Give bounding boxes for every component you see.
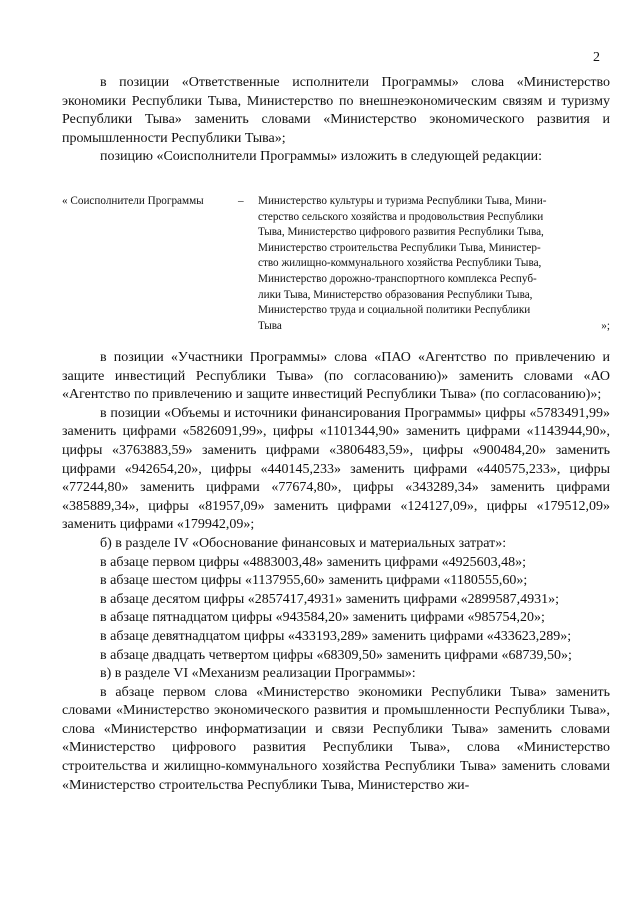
paragraph-section-vi-first: в абзаце первом слова «Министерство экономики Республики Тыва» заменить словами «Министерство экономического развития и промышленности Республики Тыва», слова «Министерство информатизации и связи Республики Тыва» заменить словами «Министерство цифрового развития Республики Тыва», слова «Министерство строительства и жилищно-коммунального хозяйства Республики Тыва» заменить словами «Министерство строительства Республики Тыва, Министерство жи-: [62, 684, 610, 793]
paragraph-item: в абзаце пятнадцатом цифры «943584,20» заменить цифрами «985754,20»;: [100, 610, 545, 626]
paragraph-responsible-executors: в позиции «Ответственные исполнители Программы» слова «Министерство экономики Республики Тыва, Министерство по внешнеэкономическим связям и туризму Республики Тыва» заменить словами «Министерство экономического развития и промышленности Республики Тыва»;: [62, 75, 610, 146]
paragraph-section-vi: в) в разделе VI «Механизм реализации Программы»:: [100, 666, 416, 682]
paragraph-participants: в позиции «Участники Программы» слова «ПАО «Агентство по привлечению и защите инвестиций Республики Тыва» (по согласованию)» заменить словами «АО «Агентство по привлечению и защите инвестиций Республики Тыва» (по согласованию)»;: [62, 350, 610, 403]
table-value-line: стерство сельского хозяйства и продовольствия Республики: [258, 210, 544, 223]
paragraph-financing: в позиции «Объемы и источники финансирования Программы» цифры «5783491,99» заменить цифрами «5826091,99», цифры «1101344,90» заменить цифрами «1143944,90», цифры «3763883,59» заменить цифрами «3806483,59», цифры «900484,20» заменить цифрами «942654,20», цифры «440145,233» заменить цифрами «440575,233», цифры «77244,80» заменить цифрами «77674,80», цифры «343289,34» заменить цифрами «385889,34», цифры «81957,09» заменить цифрами «124127,09», цифры «179512,09» заменить цифрами «179942,09»;: [62, 405, 610, 533]
paragraph-coexecutors-intro: позицию «Соисполнители Программы» изложить в следующей редакции:: [100, 149, 543, 165]
table-closing: [573, 194, 610, 334]
paragraph-item: в абзаце шестом цифры «1137955,60» заменить цифрами «1180555,60»;: [100, 573, 528, 589]
table-value-line: Тыва, Министерство цифрового развития Республики Тыва,: [258, 226, 544, 239]
paragraph-item: в абзаце девятнадцатом цифры «433193,289» заменить цифрами «433623,289»;: [100, 628, 572, 644]
table-dash: –: [238, 195, 244, 207]
paragraph-item: в абзаце десятом цифры «2857417,4931» заменить цифрами «2899587,4931»;: [100, 591, 560, 607]
table-label: « Соисполнители Программы: [62, 195, 204, 207]
coexecutors-table: [62, 194, 610, 334]
table-row: [62, 194, 610, 334]
table-value-line: Тыва: [258, 319, 282, 332]
paragraph-item: в абзаце первом цифры «4883003,48» заменить цифрами «4925603,48»;: [100, 554, 526, 570]
table-closing-quote: »;: [601, 319, 610, 332]
text-block-bottom: [62, 349, 610, 795]
table-value-line: Министерство строительства Республики Тыва, Министер-: [258, 241, 541, 254]
table-value-line: лики Тыва, Министерство образования Республики Тыва,: [258, 288, 533, 301]
page-number: 2: [593, 50, 600, 65]
table-value-line: Министерство труда и социальной политики Республики: [258, 304, 531, 317]
table-value-line: Министерство культуры и туризма Республики Тыва, Мини-: [258, 195, 547, 207]
paragraph-section-iv: б) в разделе IV «Обоснование финансовых и материальных затрат»:: [100, 535, 507, 551]
text-block-top: [62, 74, 610, 167]
table-value-line: Министерство дорожно-транспортного комплекса Респуб-: [258, 272, 537, 285]
table-value-line: ство жилищно-коммунального хозяйства Республики Тыва,: [258, 257, 542, 270]
paragraph-item: в абзаце двадцать четвертом цифры «68309,50» заменить цифрами «68739,50»;: [100, 647, 572, 663]
table-value: [258, 194, 573, 334]
